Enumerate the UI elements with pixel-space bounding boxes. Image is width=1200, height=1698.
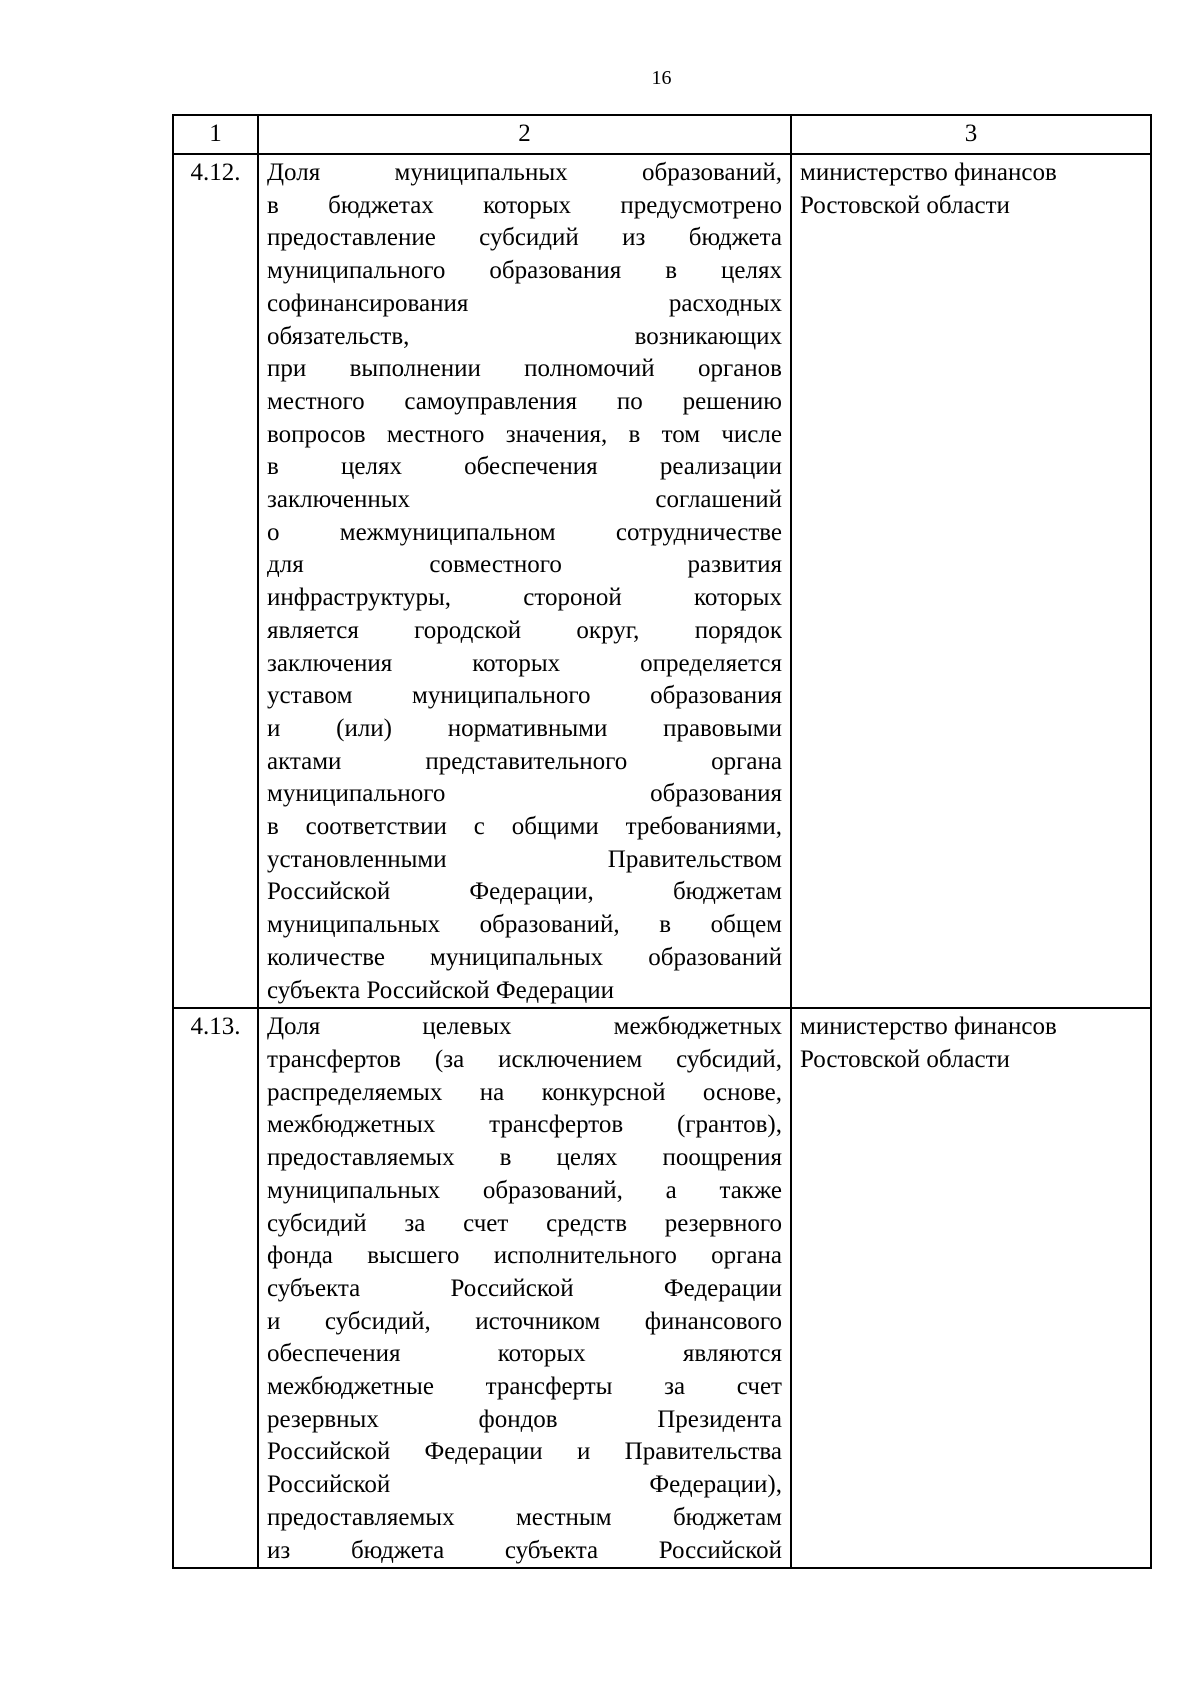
description-line: и (или) нормативными правовыми — [267, 714, 782, 742]
description-line: фонда высшего исполнительного органа — [267, 1242, 782, 1270]
description-line: резервных фондов Президента — [267, 1405, 782, 1433]
description-line: инфраструктуры, стороной которых — [267, 584, 782, 612]
description-line: Российской Федерации), — [267, 1471, 782, 1499]
description-line: в бюджетах которых предусмотрено — [267, 191, 782, 219]
description-line: о межмуниципальном сотрудничестве — [267, 518, 782, 546]
description-line: Доля целевых межбюджетных — [267, 1013, 782, 1041]
responsible-line: Ростовской области — [800, 1045, 1010, 1073]
responsible-line: Ростовской области — [800, 191, 1010, 219]
description-line: предоставление субсидий из бюджета — [267, 224, 782, 252]
description-line: является городской округ, порядок — [267, 616, 782, 644]
description-line: для совместного развития — [267, 551, 782, 579]
description-line: установленными Правительством — [267, 845, 782, 873]
description-line: заключения которых определяется — [267, 649, 782, 677]
page-number: 16 — [651, 67, 672, 89]
row-description — [258, 1008, 791, 1568]
header-cell-3: 3 — [791, 115, 1151, 154]
table-header-row — [173, 115, 1151, 154]
row-number: 4.13. — [173, 1008, 258, 1568]
indicators-table — [172, 114, 1152, 1569]
description-line: при выполнении полномочий органов — [267, 355, 782, 383]
row-responsible — [791, 1008, 1151, 1568]
description-line: вопросов местного значения, в том числе — [267, 420, 782, 448]
description-line: межбюджетные трансферты за счет — [267, 1373, 782, 1401]
row-responsible — [791, 154, 1151, 1008]
description-line: Российской Федерации и Правительства — [267, 1438, 782, 1466]
description-line: распределяемых на конкурсной основе, — [267, 1078, 782, 1106]
description-line: местного самоуправления по решению — [267, 387, 782, 415]
table-row — [173, 1008, 1151, 1568]
description-line: предоставляемых местным бюджетам — [267, 1503, 782, 1531]
description-line: Доля муниципальных образований, — [267, 159, 782, 186]
description-line: в целях обеспечения реализации — [267, 453, 782, 481]
description-line: актами представительного органа — [267, 747, 782, 775]
header-cell-1: 1 — [173, 115, 258, 154]
description-line: муниципального образования — [267, 780, 782, 808]
description-line: муниципального образования в целях — [267, 257, 782, 285]
description-line: заключенных соглашений — [267, 486, 782, 514]
description-line: количестве муниципальных образований — [267, 943, 782, 971]
description-line: софинансирования расходных — [267, 289, 782, 317]
description-line: обязательств, возникающих — [267, 322, 782, 350]
responsible-line: министерство финансов — [800, 159, 1057, 186]
row-description — [258, 154, 791, 1008]
description-line: субъекта Российской Федерации — [267, 1274, 782, 1302]
description-line: муниципальных образований, в общем — [267, 911, 782, 939]
description-line: Российской Федерации, бюджетам — [267, 878, 782, 906]
row-number: 4.12. — [173, 154, 258, 1008]
description-line: предоставляемых в целях поощрения — [267, 1144, 782, 1172]
description-line: обеспечения которых являются — [267, 1340, 782, 1368]
description-line: субсидий за счет средств резервного — [267, 1209, 782, 1237]
description-line: и субсидий, источником финансового — [267, 1307, 782, 1335]
description-line: уставом муниципального образования — [267, 682, 782, 710]
responsible-line: министерство финансов — [800, 1013, 1057, 1041]
description-line: из бюджета субъекта Российской — [267, 1536, 782, 1564]
header-cell-2: 2 — [258, 115, 791, 154]
table-row — [173, 154, 1151, 1008]
description-line: муниципальных образований, а также — [267, 1176, 782, 1204]
description-line: в соответствии с общими требованиями, — [267, 813, 782, 841]
description-line: трансфертов (за исключением субсидий, — [267, 1045, 782, 1073]
description-line: межбюджетных трансфертов (грантов), — [267, 1111, 782, 1139]
description-line: субъекта Российской Федерации — [267, 976, 614, 1004]
